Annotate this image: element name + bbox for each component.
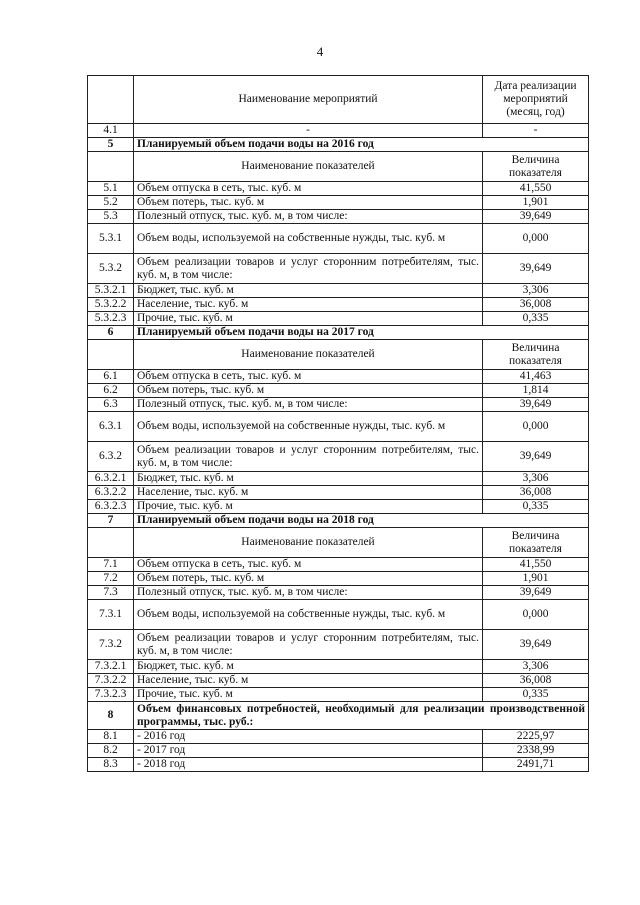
row-name: - 2018 год [134,758,483,772]
table-row [88,196,589,210]
row-num: 7.1 [88,558,134,572]
row-name: Объем реализации товаров и услуг сторонним потребителям, тыс. куб. м, в том числе: [134,254,483,284]
row-num: 6.3.2 [88,442,134,472]
section-title: Планируемый объем подачи воды на 2016 год [134,138,589,152]
header-date-cell: Дата реализации мероприятий (месяц, год) [483,76,589,124]
row-num: 8.3 [88,758,134,772]
row-num: 6.3.2.2 [88,486,134,500]
row-value: 41,550 [483,182,589,196]
table-row [88,472,589,486]
row-name: Объем реализации товаров и услуг сторонним потребителям, тыс. куб. м, в том числе: [134,442,483,472]
row-num: 5.3.1 [88,224,134,254]
section-num: 6 [88,326,134,340]
row-name: Объем отпуска в сеть, тыс. куб. м [134,182,483,196]
row-name: Прочие, тыс. куб. м [134,688,483,702]
row-value: 39,649 [483,442,589,472]
table-row [88,730,589,744]
table-row [88,744,589,758]
row-num: 7.2 [88,572,134,586]
table-row [88,688,589,702]
row-num: 8.1 [88,730,134,744]
row-num: 5.3.2.1 [88,284,134,298]
row-name: Бюджет, тыс. куб. м [134,472,483,486]
row-num: 7.3.2.3 [88,688,134,702]
page-number: 4 [316,44,324,59]
row-value: 41,463 [483,370,589,384]
indicators-label: Наименование показателей [134,340,483,370]
table-row [88,312,589,326]
subheader-num-cell [88,340,134,370]
row-value: 3,306 [483,284,589,298]
table-row [88,384,589,398]
row-value: 0,000 [483,412,589,442]
section-subheader-row [88,340,589,370]
row-value: 2225,97 [483,730,589,744]
table-header-row [88,76,589,124]
program-table [87,75,589,772]
subheader-num-cell [88,152,134,182]
table-row [88,224,589,254]
row-name: Население, тыс. куб. м [134,674,483,688]
row-value: 0,000 [483,600,589,630]
table-row [88,442,589,472]
table-row [88,674,589,688]
table-row [88,284,589,298]
table-row [88,398,589,412]
indicators-label: Наименование показателей [134,152,483,182]
section-num: 5 [88,138,134,152]
section-title-row [88,514,589,528]
row-name: Объем реализации товаров и услуг сторонним потребителям, тыс. куб. м, в том числе: [134,630,483,660]
row-value: 1,814 [483,384,589,398]
section-title-row [88,326,589,340]
subheader-num-cell [88,528,134,558]
section-num: 8 [88,702,134,730]
row-value: 41,550 [483,558,589,572]
row-name: Население, тыс. куб. м [134,298,483,312]
header-num-cell [88,76,134,124]
row-num: 5.3.2 [88,254,134,284]
row-value: 0,335 [483,500,589,514]
row-name: Объем воды, используемой на собственные нужды, тыс. куб. м [134,412,483,442]
row-name: Полезный отпуск, тыс. куб. м, в том числе: [134,210,483,224]
section-title: Объем финансовых потребностей, необходимый для реализации производственной программы, тыс. руб.: [134,702,589,730]
row-name: Население, тыс. куб. м [134,486,483,500]
row-name: Объем воды, используемой на собственные нужды, тыс. куб. м [134,600,483,630]
table-row [88,412,589,442]
row-name: Полезный отпуск, тыс. куб. м, в том числе: [134,398,483,412]
row-num: 6.3.2.3 [88,500,134,514]
row-value: 39,649 [483,398,589,412]
table-row [88,486,589,500]
row-name: Бюджет, тыс. куб. м [134,660,483,674]
row-name: Объем потерь, тыс. куб. м [134,384,483,398]
table-row [88,600,589,630]
header-name-cell: Наименование мероприятий [134,76,483,124]
row-num: 8.2 [88,744,134,758]
row-num: 7.3.2.1 [88,660,134,674]
row-value: 39,649 [483,254,589,284]
row-value: 2491,71 [483,758,589,772]
row-value: 36,008 [483,674,589,688]
table-row [88,572,589,586]
row-value: 2338,99 [483,744,589,758]
table-row [88,254,589,284]
row-value: 0,335 [483,688,589,702]
row-num: 6.3.1 [88,412,134,442]
row-value: 39,649 [483,630,589,660]
row-name: Объем потерь, тыс. куб. м [134,572,483,586]
row-value: 1,901 [483,572,589,586]
value-label: Величина показателя [483,152,589,182]
row-num: 5.3.2.2 [88,298,134,312]
row-num: 5.2 [88,196,134,210]
section-title: Планируемый объем подачи воды на 2018 год [134,514,589,528]
table-row [88,370,589,384]
row-num: 7.3.2.2 [88,674,134,688]
row-num: 6.3 [88,398,134,412]
section-title: Планируемый объем подачи воды на 2017 год [134,326,589,340]
table-row [88,298,589,312]
value-label: Величина показателя [483,528,589,558]
row-num: 6.3.2.1 [88,472,134,486]
row-value: 0,335 [483,312,589,326]
table-row [88,182,589,196]
row-value: 0,000 [483,224,589,254]
table-row [88,500,589,514]
row-name: - [134,124,483,138]
row-name: Объем отпуска в сеть, тыс. куб. м [134,558,483,572]
table-row [88,558,589,572]
row-num: 6.2 [88,384,134,398]
section-title-row [88,138,589,152]
row-name: - 2017 год [134,744,483,758]
row-value: 3,306 [483,660,589,674]
table-row [88,630,589,660]
value-label: Величина показателя [483,340,589,370]
row-value: - [483,124,589,138]
section-num: 7 [88,514,134,528]
table-row [88,758,589,772]
row-name: Объем отпуска в сеть, тыс. куб. м [134,370,483,384]
row-name: Прочие, тыс. куб. м [134,312,483,326]
row-name: Бюджет, тыс. куб. м [134,284,483,298]
row-value: 36,008 [483,486,589,500]
table-row [88,660,589,674]
row-value: 39,649 [483,210,589,224]
row-num: 7.3 [88,586,134,600]
row-value: 1,901 [483,196,589,210]
row-value: 3,306 [483,472,589,486]
table-row [88,124,589,138]
row-num: 5.3 [88,210,134,224]
table-row [88,586,589,600]
row-num: 5.3.2.3 [88,312,134,326]
row-value: 36,008 [483,298,589,312]
row-name: Объем потерь, тыс. куб. м [134,196,483,210]
section-subheader-row [88,152,589,182]
row-name: Прочие, тыс. куб. м [134,500,483,514]
row-value: 39,649 [483,586,589,600]
table-row [88,210,589,224]
row-num: 4.1 [88,124,134,138]
row-num: 6.1 [88,370,134,384]
section-subheader-row [88,528,589,558]
row-num: 7.3.1 [88,600,134,630]
row-num: 7.3.2 [88,630,134,660]
row-num: 5.1 [88,182,134,196]
row-name: - 2016 год [134,730,483,744]
row-name: Объем воды, используемой на собственные нужды, тыс. куб. м [134,224,483,254]
indicators-label: Наименование показателей [134,528,483,558]
section-title-row [88,702,589,730]
row-name: Полезный отпуск, тыс. куб. м, в том числе: [134,586,483,600]
